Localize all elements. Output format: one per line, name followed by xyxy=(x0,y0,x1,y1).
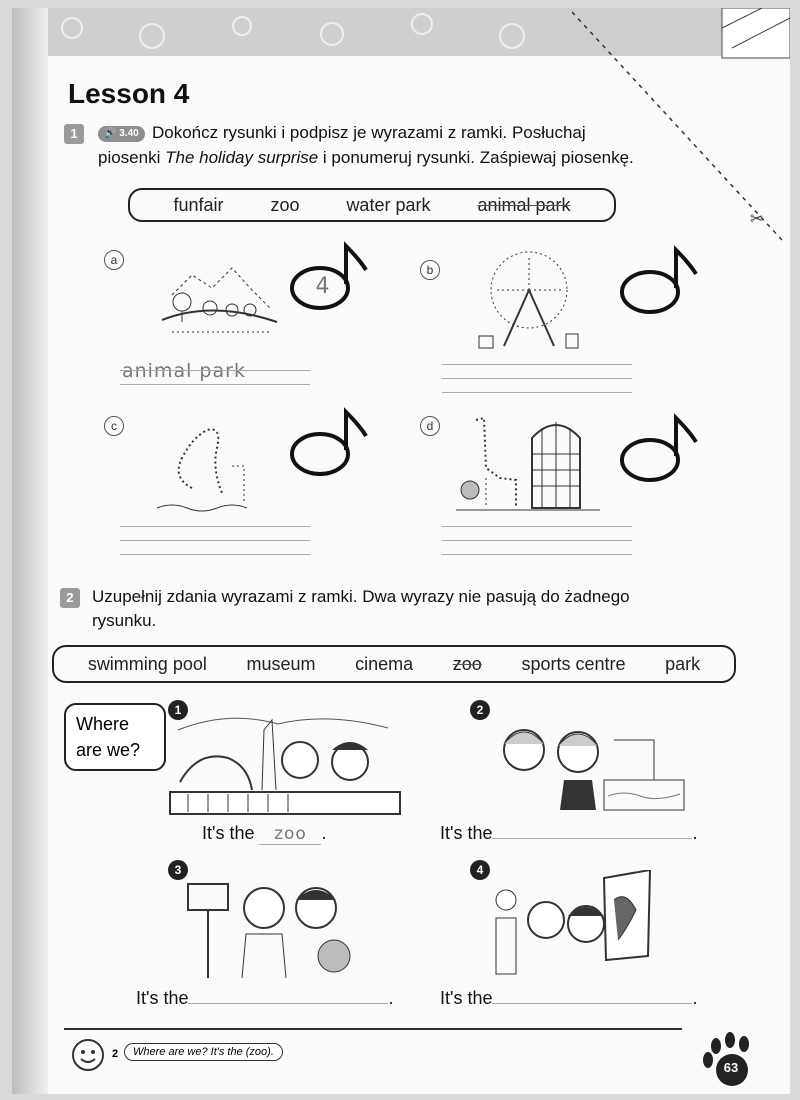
workbook-page xyxy=(12,8,790,1094)
sentence-3-answer[interactable] xyxy=(188,1003,388,1004)
exercise-2-number: 2 xyxy=(60,588,80,608)
tip-bubble: Where are we? It's the (zoo). xyxy=(124,1043,283,1061)
item-b-letter: b xyxy=(420,260,440,280)
picture-1-number: 1 xyxy=(168,700,188,720)
page-gutter xyxy=(12,8,48,1094)
footer-divider xyxy=(64,1028,682,1030)
tip-number: 2 xyxy=(112,1048,119,1060)
picture-4-number: 4 xyxy=(470,860,490,880)
sentence-3: It's the . xyxy=(136,988,394,1008)
music-note-b xyxy=(620,244,700,318)
bubble-line2: are we? xyxy=(76,740,141,760)
item-a-label-answer[interactable]: animal park xyxy=(122,360,246,382)
water-park-drawing xyxy=(152,418,272,514)
word-park: park xyxy=(665,653,701,674)
bubble-line1: Where xyxy=(76,714,130,734)
word-zoo: zoo xyxy=(270,194,300,215)
note-a-answer[interactable]: 4 xyxy=(315,274,331,299)
sentence-1-answer[interactable]: zoo xyxy=(259,824,321,845)
picture-3-number: 3 xyxy=(168,860,188,880)
funfair-drawing xyxy=(474,248,584,352)
sentence-1: It's the zoo . xyxy=(202,823,327,844)
audio-track-badge[interactable] xyxy=(98,126,145,142)
exercise-1-instruction-line2: piosenki The holiday surprise i ponumeruj rysunki. Zaśpiewaj piosenkę. xyxy=(98,148,634,167)
smiley-icon xyxy=(70,1038,110,1072)
writing-line xyxy=(442,540,632,541)
animal-park-drawing xyxy=(152,260,282,342)
word-cinema: cinema xyxy=(355,653,414,674)
item-c-letter: c xyxy=(104,416,124,436)
song-title: The holiday surprise xyxy=(165,148,319,167)
word-swimming-pool: swimming pool xyxy=(87,653,207,674)
picture-2-number: 2 xyxy=(470,700,490,720)
exercise-2-instruction-line2: rysunku. xyxy=(92,611,157,630)
sports-centre-scene-drawing xyxy=(184,872,352,980)
speaker-icon: 🔊 xyxy=(104,128,117,139)
item-d-letter: d xyxy=(420,416,440,436)
exercise-1-word-box xyxy=(128,188,616,222)
zoo-drawing xyxy=(456,408,600,512)
writing-line xyxy=(120,384,310,385)
writing-line xyxy=(120,526,310,527)
exercise-1-number: 1 xyxy=(64,124,84,144)
word-sports-centre: sports centre xyxy=(521,653,626,674)
sentence-4: It's the . xyxy=(440,988,698,1008)
museum-scene-drawing xyxy=(486,870,654,980)
exercise-1-instruction-line1: Dokończ rysunki i podpisz je wyrazami z ramki. Posłuchaj xyxy=(152,123,586,142)
music-note-c xyxy=(290,406,370,480)
speech-bubble xyxy=(64,703,166,771)
writing-line xyxy=(442,554,632,555)
sentence-2: It's the . xyxy=(440,823,698,843)
word-museum: museum xyxy=(246,653,316,674)
writing-line xyxy=(120,540,310,541)
music-note-d xyxy=(620,412,700,486)
item-a-letter: a xyxy=(104,250,124,270)
writing-line xyxy=(442,364,632,365)
writing-line xyxy=(442,526,632,527)
exercise-2-word-box xyxy=(52,645,736,683)
writing-line xyxy=(120,370,310,371)
writing-line xyxy=(442,378,632,379)
writing-line xyxy=(442,392,632,393)
word-animal-park: animal park xyxy=(477,194,571,215)
swimming-pool-scene-drawing xyxy=(484,720,692,816)
page-number: 63 xyxy=(723,1060,739,1075)
sentence-4-answer[interactable] xyxy=(492,1003,692,1004)
exercise-2-instruction-line1: Uzupełnij zdania wyrazami z ramki. Dwa wyrazy nie pasują do żadnego xyxy=(92,587,630,606)
zoo-scene-drawing xyxy=(168,710,404,816)
word-zoo: zoo xyxy=(452,653,482,674)
word-funfair: funfair xyxy=(173,194,224,215)
writing-line xyxy=(120,554,310,555)
lesson-title: Lesson 4 xyxy=(68,78,190,109)
scissors-icon: ✂ xyxy=(750,209,764,228)
word-water-park: water park xyxy=(346,194,431,215)
sentence-2-answer[interactable] xyxy=(492,838,692,839)
audio-track-number: 3.40 xyxy=(119,128,139,139)
